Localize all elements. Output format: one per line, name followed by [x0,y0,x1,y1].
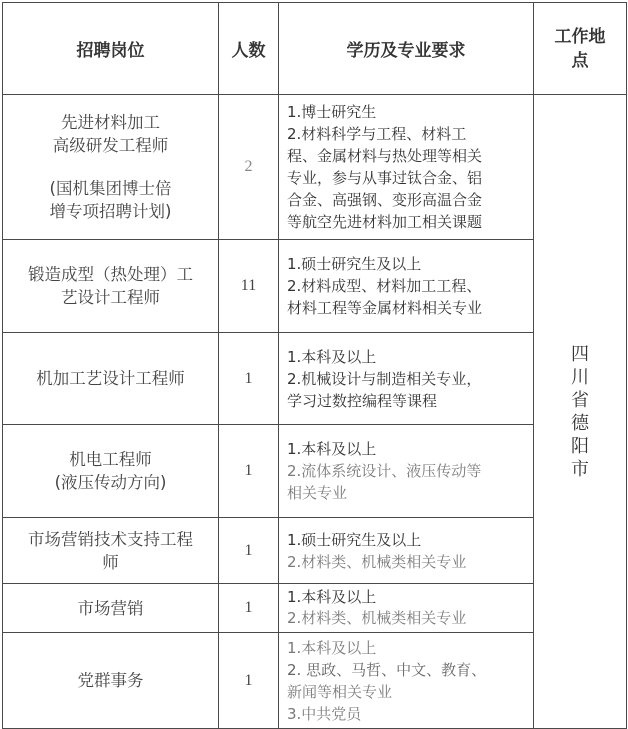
requirement-line: 2.材料类、机械类相关专业 [287,552,467,571]
requirement-line: 2.材料类、机械类相关专业 [287,609,467,627]
position-line: 艺设计工程师 [61,288,160,307]
requirement-line: 1.本科及以上 [287,588,377,606]
count-cell: 1 [219,633,279,729]
count-cell: 1 [219,425,279,518]
header-requirements: 学历及专业要求 [279,3,534,95]
requirements-cell [279,95,534,240]
position-line: 先进材料加工 [61,113,160,132]
position-line: 市场营销 [77,598,144,618]
table-row [3,633,627,729]
position-cell [3,95,219,240]
position-cell [3,333,219,425]
table-row [3,333,627,425]
header-location-label: 工作地点 [554,26,606,71]
position-cell [3,240,219,333]
count-cell: 2 [219,95,279,240]
requirement-line: 新闻等相关专业 [287,682,393,701]
location-text: 四川省德阳市 [571,343,589,480]
requirement-line: 2.材料科学与工程、材料工 [287,125,467,143]
header-position: 招聘岗位 [3,3,219,95]
table-row [3,425,627,518]
count-cell: 11 [219,240,279,333]
position-line: 机加工艺设计工程师 [36,369,185,388]
header-count: 人数 [219,3,279,95]
position-line: (国机集团博士倍 [49,179,172,198]
requirement-line: 3.中共党员 [287,704,362,723]
position-line: 高级研发工程师 [52,136,169,155]
requirements-cell [279,633,534,729]
table-row [3,240,627,333]
requirement-line: 2. 思政、马哲、中文、教育、 [287,660,487,679]
requirement-line: 专业，参与从事过钛合金、铝 [287,169,483,187]
requirement-line: 学习过数控编程等课程 [287,391,438,410]
requirements-cell [279,425,534,518]
requirement-line: 材料工程等金属材料相关专业 [287,299,483,317]
count-cell: 1 [219,584,279,633]
position-cell [3,425,219,518]
requirement-line: 2.机械设计与制造相关专业， [287,369,482,388]
count-cell: 1 [219,518,279,584]
requirement-line: 1.硕士研究生及以上 [287,530,422,549]
table-row [3,584,627,633]
requirement-line: 2.材料成型、材料加工工程、 [287,277,482,295]
position-cell [3,518,219,584]
count-cell: 1 [219,333,279,425]
position-line: 党群事务 [77,671,144,690]
requirement-line: 相关专业 [287,484,348,502]
requirement-line: 1.博士研究生 [287,103,377,121]
position-line: 锻造成型（热处理）工 [28,265,193,284]
requirement-line: 1.本科及以上 [287,638,377,657]
header-location [534,3,627,95]
requirement-line: 等航空先进材料加工相关课题 [287,213,483,231]
requirement-line: 2.流体系统设计、液压传动等 [287,462,482,480]
position-line: (液压传动方向) [54,473,167,492]
position-line: 增专项招聘计划) [49,202,172,221]
location-cell [534,95,627,729]
requirement-line: 程、金属材料与热处理等相关 [287,147,483,165]
position-line: 师 [102,552,119,572]
requirements-cell [279,333,534,425]
position-cell [3,584,219,633]
requirements-cell [279,240,534,333]
position-cell [3,633,219,729]
position-line: 市场营销技术支持工程 [28,529,193,549]
requirements-cell [279,584,534,633]
requirement-line: 1.本科及以上 [287,347,377,366]
requirements-cell [279,518,534,584]
requirement-line: 1.本科及以上 [287,440,377,458]
requirement-line: 合金、高强钢、变形高温合金 [287,191,483,209]
requirement-line: 1.硕士研究生及以上 [287,255,422,273]
header-row [3,3,627,95]
position-line: 机电工程师 [69,450,152,469]
table-row [3,518,627,584]
table-row [3,95,627,240]
recruitment-table [2,2,627,729]
